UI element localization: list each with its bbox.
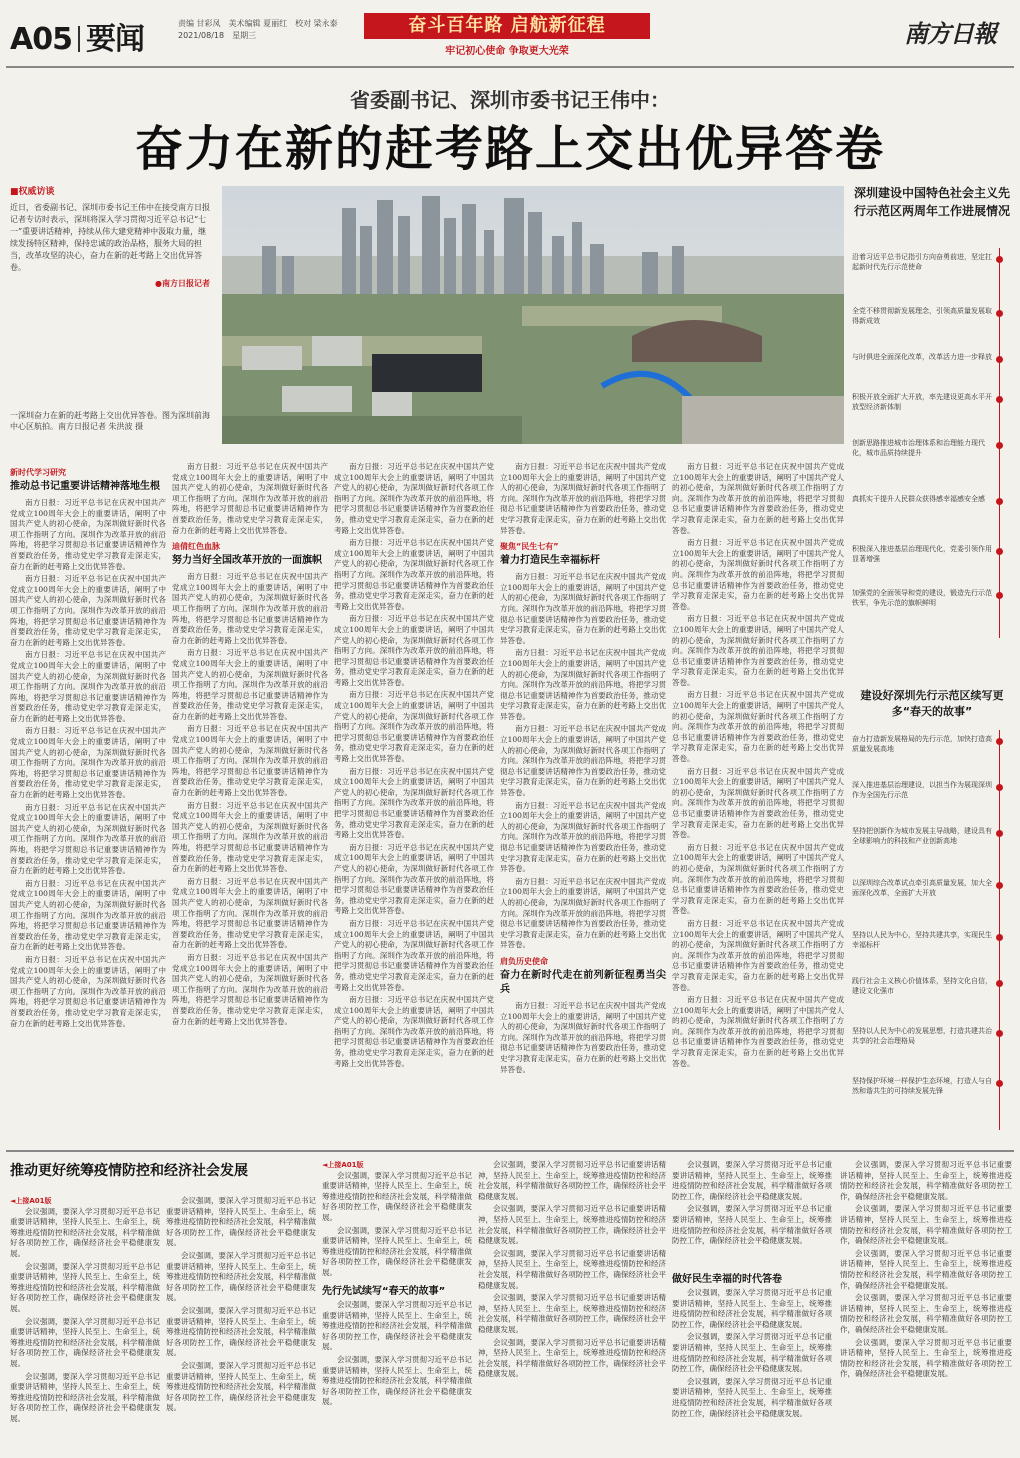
timeline-dot	[996, 356, 1003, 363]
body-paragraph: 会议强调，要深入学习贯彻习近平总书记重要讲话精神，坚持人民至上、生命至上，统筹推进疫情防控和经济社会发展，科学精准做好各项防控工作，确保经济社会平稳健康发展。	[166, 1305, 316, 1358]
body-paragraph: 会议强调，要深入学习贯彻习近平总书记重要讲话精神，坚持人民至上、生命至上，统筹推进疫情防控和经济社会发展，科学精准做好各项防控工作，确保经济社会平稳健康发展。	[672, 1376, 832, 1418]
body-paragraph: 南方日报：习近平总书记在庆祝中国共产党成立100周年大会上的重要讲话，阐明了中国共产党人的初心使命，为深圳做好新时代各项工作指明了方向。深圳作为改革开放的前沿阵地，将把学习贯彻总书记重要讲话精神作为首要政治任务，推动党史学习教育走深走实，奋力在新的赶考路上交出优异答卷。	[10, 650, 166, 723]
body-paragraph: 南方日报：习近平总书记在庆祝中国共产党成立100周年大会上的重要讲话，阐明了中国共产党人的初心使命，为深圳做好新时代各项工作指明了方向。深圳作为改革开放的前沿阵地，将把学习贯彻总书记重要讲话精神作为首要政治任务，推动党史学习教育走深走实，奋力在新的赶考路上交出优异答卷。	[334, 918, 494, 992]
body-paragraph: 南方日报：习近平总书记在庆祝中国共产党成立100周年大会上的重要讲话，阐明了中国共产党人的初心使命，为深圳做好新时代各项工作指明了方向。深圳作为改革开放的前沿阵地，将把学习贯彻总书记重要讲话精神作为首要政治任务，推动党史学习教育走深走实，奋力在新的赶考路上交出优异答卷。	[172, 952, 328, 1026]
bottom-article-headline: 推动更好统筹疫情防控和经济社会发展	[10, 1163, 248, 1179]
body-paragraph: 南方日报：习近平总书记在庆祝中国共产党成立100周年大会上的重要讲话，阐明了中国共产党人的初心使命，为深圳做好新时代各项工作指明了方向。深圳作为改革开放的前沿阵地，将把学习贯彻总书记重要讲话精神作为首要政治任务，推动党史学习教育走深走实，奋力在新的赶考路上交出优异答卷。	[334, 690, 494, 764]
section-heading: 肩负历史使命 奋力在新时代走在前列新征程勇当尖兵	[500, 956, 666, 995]
body-paragraph: 会议强调，要深入学习贯彻习近平总书记重要讲话精神，坚持人民至上、生命至上，统筹推进疫情防控和经济社会发展，科学精准做好各项防控工作，确保经济社会平稳健康发展。	[478, 1337, 666, 1379]
body-paragraph: 南方日报：习近平总书记在庆祝中国共产党成立100周年大会上的重要讲话，阐明了中国共产党人的初心使命，为深圳做好新时代各项工作指明了方向。深圳作为改革开放的前沿阵地，将把学习贯彻总书记重要讲话精神作为首要政治任务，推动党史学习教育走深走实，奋力在新的赶考路上交出优异答卷。	[334, 766, 494, 840]
timeline-dot	[996, 310, 1003, 317]
body-paragraph: 南方日报：习近平总书记在庆祝中国共产党成立100周年大会上的重要讲话，阐明了中国共产党人的初心使命，为深圳做好新时代各项工作指明了方向。深圳作为改革开放的前沿阵地，将把学习贯彻总书记重要讲话精神作为首要政治任务，推动党史学习教育走深走实，奋力在新的赶考路上交出优异答卷。	[672, 995, 844, 1068]
sidebar2-dot	[996, 882, 1003, 889]
page-number: A05 要闻	[10, 22, 144, 57]
article-kicker: 省委副书记、深圳市委书记王伟中：	[350, 88, 670, 112]
intro-tag: ■权威访谈	[10, 187, 55, 197]
sidebar2-dot	[996, 980, 1003, 987]
body-paragraph: 南方日报：习近平总书记在庆祝中国共产党成立100周年大会上的重要讲话，阐明了中国共产党人的初心使命，为深圳做好新时代各项工作指明了方向。深圳作为改革开放的前沿阵地，将把学习贯彻总书记重要讲话精神作为首要政治任务，推动党史学习教育走深走实，奋力在新的赶考路上交出优异答卷。	[672, 614, 844, 687]
sidebar2-item: 奋力打造新发展格局的先行示范，加快打造高质量发展高地	[852, 735, 992, 753]
bottom-column	[166, 1196, 316, 1450]
bottom-column	[10, 1196, 160, 1450]
body-paragraph: 南方日报：习近平总书记在庆祝中国共产党成立100周年大会上的重要讲话，阐明了中国共产党人的初心使命，为深圳做好新时代各项工作指明了方向。深圳作为改革开放的前沿阵地，将把学习贯彻总书记重要讲话精神作为首要政治任务，推动党史学习教育走深走实，奋力在新的赶考路上交出优异答卷。	[172, 572, 328, 645]
top-divider	[6, 66, 1014, 68]
body-paragraph: 会议强调，要深入学习贯彻习近平总书记重要讲话精神，坚持人民至上、生命至上，统筹推进疫情防控和经济社会发展，科学精准做好各项防控工作，确保经济社会平稳健康发展。	[840, 1204, 1012, 1246]
body-paragraph: 会议强调，要深入学习贯彻习近平总书记重要讲话精神，坚持人民至上、生命至上，统筹推进疫情防控和经济社会发展，科学精准做好各项防控工作，确保经济社会平稳健康发展。	[322, 1354, 472, 1407]
article-headline: 奋力在新的赶考路上交出优异答卷	[134, 121, 885, 177]
body-paragraph: 会议强调，要深入学习贯彻习近平总书记重要讲话精神，坚持人民至上、生命至上，统筹推进疫情防控和经济社会发展，科学精准做好各项防控工作，确保经济社会平稳健康发展。	[478, 1293, 666, 1334]
masthead	[0, 0, 1020, 80]
body-paragraph: 南方日报：习近平总书记在庆祝中国共产党成立100周年大会上的重要讲话，阐明了中国共产党人的初心使命，为深圳做好新时代各项工作指明了方向。深圳作为改革开放的前沿阵地，将把学习贯彻总书记重要讲话精神作为首要政治任务，推动党史学习教育走深走实，奋力在新的赶考路上交出优异答卷。	[500, 648, 666, 721]
section-heading: 新时代学习研究 推动总书记重要讲话精神落地生根	[10, 468, 160, 492]
body-paragraph: 会议强调，要深入学习贯彻习近平总书记重要讲话精神，坚持人民至上、生命至上，统筹推进疫情防控和经济社会发展，科学精准做好各项防控工作，确保经济社会平稳健康发展。	[478, 1160, 666, 1201]
banner: 奋斗百年路 启航新征程	[364, 13, 650, 39]
body-paragraph: 会议强调，要深入学习贯彻习近平总书记重要讲话精神，坚持人民至上、生命至上，统筹推进疫情防控和经济社会发展，科学精准做好各项防控工作，确保经济社会平稳健康发展。	[840, 1293, 1012, 1334]
article-column	[672, 462, 844, 1142]
body-paragraph: 南方日报：习近平总书记在庆祝中国共产党成立100周年大会上的重要讲话，阐明了中国共产党人的初心使命，为深圳做好新时代各项工作指明了方向。深圳作为改革开放的前沿阵地，将把学习贯彻总书记重要讲话精神作为首要政治任务，推动党史学习教育走深走实，奋力在新的赶考路上交出优异答卷。	[500, 724, 666, 798]
sidebar2-item: 深入推进基层治理建设，以担当作为展现深圳作为全国先行示范	[852, 781, 992, 799]
continued-from-label: ◄上接A01版	[322, 1161, 364, 1169]
sidebar2-list	[852, 730, 1012, 1130]
sidebar2-item: 坚持以人民为中心的发展思想，打造共建共治共享的社会治理格局	[852, 1027, 992, 1045]
body-paragraph: 南方日报：习近平总书记在庆祝中国共产党成立100周年大会上的重要讲话，阐明了中国共产党人的初心使命，为深圳做好新时代各项工作指明了方向。深圳作为改革开放的前沿阵地，将把学习贯彻总书记重要讲话精神作为首要政治任务，推动党史学习教育走深走实，奋力在新的赶考路上交出优异答卷。	[672, 918, 844, 992]
article-column	[10, 462, 166, 1142]
timeline-item: 全党不移贯彻新发展理念，引领高质量发展取得新成效	[852, 307, 992, 325]
city-skyline-photo	[222, 186, 844, 444]
timeline-item: 沿着习近平总书记指引方向奋勇前进，坚定扛起新时代先行示范使命	[852, 253, 992, 271]
sidebar2-dot	[996, 934, 1003, 941]
body-paragraph: 南方日报：习近平总书记在庆祝中国共产党成立100周年大会上的重要讲话，阐明了中国共产党人的初心使命，为深圳做好新时代各项工作指明了方向。深圳作为改革开放的前沿阵地，将把学习贯彻总书记重要讲话精神作为首要政治任务，推动党史学习教育走深走实，奋力在新的赶考路上交出优异答卷。	[334, 538, 494, 611]
timeline-item: 加强党的全面领导和党的建设，锻造先行示范铁军，争先示范的旗帜鲜明	[852, 589, 992, 607]
body-paragraph: 会议强调，要深入学习贯彻习近平总书记重要讲话精神，坚持人民至上、生命至上，统筹推进疫情防控和经济社会发展，科学精准做好各项防控工作，确保经济社会平稳健康发展。	[166, 1196, 316, 1248]
sidebar-timeline	[852, 248, 1012, 638]
body-paragraph: 南方日报：习近平总书记在庆祝中国共产党成立100周年大会上的重要讲话，阐明了中国共产党人的初心使命，为深圳做好新时代各项工作指明了方向。深圳作为改革开放的前沿阵地，将把学习贯彻总书记重要讲话精神作为首要政治任务，推动党史学习教育走深走实，奋力在新的赶考路上交出优异答卷。	[334, 995, 494, 1068]
body-paragraph: 南方日报：习近平总书记在庆祝中国共产党成立100周年大会上的重要讲话，阐明了中国共产党人的初心使命，为深圳做好新时代各项工作指明了方向。深圳作为改革开放的前沿阵地，将把学习贯彻总书记重要讲话精神作为首要政治任务，推动党史学习教育走深走实，奋力在新的赶考路上交出优异答卷。	[10, 802, 166, 876]
body-paragraph: 会议强调，要深入学习贯彻习近平总书记重要讲话精神，坚持人民至上、生命至上，统筹推进疫情防控和经济社会发展，科学精准做好各项防控工作，确保经济社会平稳健康发展。	[322, 1225, 472, 1277]
section-heading: 聚焦“民生七有” 着力打造民生幸福标杆	[500, 542, 600, 567]
timeline-item: 积极开放全面扩大开放，率先建设更高水平开放型经济新体制	[852, 393, 992, 411]
timeline-dot	[996, 396, 1003, 403]
sidebar2-dot	[996, 830, 1003, 837]
body-paragraph: 会议强调，要深入学习贯彻习近平总书记重要讲话精神，坚持人民至上、生命至上，统筹推进疫情防控和经济社会发展，科学精准做好各项防控工作，确保经济社会平稳健康发展。	[840, 1160, 1012, 1201]
editors-info: 责编 甘彩凤 美术编辑 夏丽红 校对 梁永泰 2021/08/18 星期三	[178, 19, 338, 40]
body-paragraph: 南方日报：习近平总书记在庆祝中国共产党成立100周年大会上的重要讲话，阐明了中国共产党人的初心使命，为深圳做好新时代各项工作指明了方向。深圳作为改革开放的前沿阵地，将把学习贯彻总书记重要讲话精神作为首要政治任务，推动党史学习教育走深走实，奋力在新的赶考路上交出优异答卷。	[10, 498, 166, 571]
body-paragraph: 南方日报：习近平总书记在庆祝中国共产党成立100周年大会上的重要讲话，阐明了中国共产党人的初心使命，为深圳做好新时代各项工作指明了方向。深圳作为改革开放的前沿阵地，将把学习贯彻总书记重要讲话精神作为首要政治任务，推动党史学习教育走深走实，奋力在新的赶考路上交出优异答卷。	[172, 800, 328, 874]
bottom-subheading: 做好民生幸福的时代答卷	[672, 1274, 782, 1285]
timeline-dot	[996, 548, 1003, 555]
body-paragraph: 南方日报：习近平总书记在庆祝中国共产党成立100周年大会上的重要讲话，阐明了中国共产党人的初心使命，为深圳做好新时代各项工作指明了方向。深圳作为改革开放的前沿阵地，将把学习贯彻总书记重要讲话精神作为首要政治任务，推动党史学习教育走深走实，奋力在新的赶考路上交出优异答卷。	[334, 842, 494, 916]
body-paragraph: 会议强调，要深入学习贯彻习近平总书记重要讲话精神，坚持人民至上、生命至上，统筹推进疫情防控和经济社会发展，科学精准做好各项防控工作，确保经济社会平稳健康发展。	[840, 1337, 1012, 1379]
timeline-item: 真抓实干提升人民群众获得感幸福感安全感	[852, 495, 985, 503]
timeline-dot	[996, 442, 1003, 449]
body-paragraph: 南方日报：习近平总书记在庆祝中国共产党成立100周年大会上的重要讲话，阐明了中国共产党人的初心使命，为深圳做好新时代各项工作指明了方向。深圳作为改革开放的前沿阵地，将把学习贯彻总书记重要讲话精神作为首要政治任务，推动党史学习教育走深走实，奋力在新的赶考路上交出优异答卷。	[672, 538, 844, 611]
body-paragraph: 会议强调，要深入学习贯彻习近平总书记重要讲话精神，坚持人民至上、生命至上，统筹推进疫情防控和经济社会发展，科学精准做好各项防控工作，确保经济社会平稳健康发展。	[478, 1248, 666, 1290]
sidebar2-item: 践行社会主义核心价值体系，坚持文化自信，建设文化强市	[852, 977, 992, 995]
body-paragraph: 南方日报：习近平总书记在庆祝中国共产党成立100周年大会上的重要讲话，阐明了中国共产党人的初心使命，为深圳做好新时代各项工作指明了方向。深圳作为改革开放的前沿阵地，将把学习贯彻总书记重要讲话精神作为首要政治任务，推动党史学习教育走深走实，奋力在新的赶考路上交出优异答卷。	[672, 766, 844, 840]
body-paragraph: 南方日报：习近平总书记在庆祝中国共产党成立100周年大会上的重要讲话，阐明了中国共产党人的初心使命，为深圳做好新时代各项工作指明了方向。深圳作为改革开放的前沿阵地，将把学习贯彻总书记重要讲话精神作为首要政治任务，推动党史学习教育走深走实，奋力在新的赶考路上交出优异答卷。	[10, 878, 166, 952]
continued-from-label: ◄上接A01版	[10, 1197, 52, 1205]
intro-block	[10, 186, 210, 290]
bottom-column	[478, 1160, 666, 1450]
bottom-column	[672, 1160, 832, 1268]
bottom-column	[322, 1300, 472, 1450]
body-paragraph: 南方日报：习近平总书记在庆祝中国共产党成立100周年大会上的重要讲话，阐明了中国共产党人的初心使命，为深圳做好新时代各项工作指明了方向。深圳作为改革开放的前沿阵地，将把学习贯彻总书记重要讲话精神作为首要政治任务，推动党史学习教育走深走实，奋力在新的赶考路上交出优异答卷。	[172, 648, 328, 721]
body-paragraph: 会议强调，要深入学习贯彻习近平总书记重要讲话精神，坚持人民至上、生命至上，统筹推进疫情防控和经济社会发展，科学精准做好各项防控工作，确保经济社会平稳健康发展。	[840, 1248, 1012, 1290]
timeline-item: 创新思路推进城市治理体系和治理能力现代化，城市品质持续提升	[852, 439, 985, 457]
body-paragraph: 南方日报：习近平总书记在庆祝中国共产党成立100周年大会上的重要讲话，阐明了中国共产党人的初心使命，为深圳做好新时代各项工作指明了方向。深圳作为改革开放的前沿阵地，将把学习贯彻总书记重要讲话精神作为首要政治任务，推动党史学习教育走深走实，奋力在新的赶考路上交出优异答卷。	[672, 462, 844, 535]
timeline-item: 积极深入推进基层治理现代化，党委引领作用显著增强	[852, 545, 992, 563]
bottom-column	[672, 1288, 832, 1450]
body-paragraph: 南方日报：习近平总书记在庆祝中国共产党成立100周年大会上的重要讲话，阐明了中国共产党人的初心使命，为深圳做好新时代各项工作指明了方向。深圳作为改革开放的前沿阵地，将把学习贯彻总书记重要讲话精神作为首要政治任务，推动党史学习教育走深走实，奋力在新的赶考路上交出优异答卷。	[672, 690, 844, 764]
body-paragraph: 南方日报：习近平总书记在庆祝中国共产党成立100周年大会上的重要讲话，阐明了中国共产党人的初心使命，为深圳做好新时代各项工作指明了方向。深圳作为改革开放的前沿阵地，将把学习贯彻总书记重要讲话精神作为首要政治任务，推动党史学习教育走深走实，奋力在新的赶考路上交出优异答卷。	[500, 1000, 666, 1074]
timeline-dot	[996, 592, 1003, 599]
body-paragraph: 南方日报：习近平总书记在庆祝中国共产党成立100周年大会上的重要讲话，阐明了中国共产党人的初心使命，为深圳做好新时代各项工作指明了方向。深圳作为改革开放的前沿阵地，将把学习贯彻总书记重要讲话精神作为首要政治任务，推动党史学习教育走深走实，奋力在新的赶考路上交出优异答卷。	[10, 574, 166, 647]
article-column	[500, 462, 666, 1142]
mid-divider	[6, 1150, 1014, 1152]
body-paragraph: 会议强调，要深入学习贯彻习近平总书记重要讲话精神，坚持人民至上、生命至上，统筹推进疫情防控和经济社会发展，科学精准做好各项防控工作，确保经济社会平稳健康发展。	[166, 1360, 316, 1413]
sidebar2-dot	[996, 738, 1003, 745]
photo-caption: 一深圳奋力在新的赶考路上交出优异答卷。图为深圳前海中心区航拍。南方日报记者 朱洪波 摄	[10, 411, 210, 431]
body-paragraph: 南方日报：习近平总书记在庆祝中国共产党成立100周年大会上的重要讲话，阐明了中国共产党人的初心使命，为深圳做好新时代各项工作指明了方向。深圳作为改革开放的前沿阵地，将把学习贯彻总书记重要讲话精神作为首要政治任务，推动党史学习教育走深走实，奋力在新的赶考路上交出优异答卷。	[500, 572, 666, 645]
body-paragraph: 会议强调，要深入学习贯彻习近平总书记重要讲话精神，坚持人民至上、生命至上，统筹推进疫情防控和经济社会发展，科学精准做好各项防控工作，确保经济社会平稳健康发展。	[322, 1300, 472, 1352]
article-column	[334, 462, 494, 1142]
timeline-dot	[996, 256, 1003, 263]
body-paragraph: 会议强调，要深入学习贯彻习近平总书记重要讲话精神，坚持人民至上、生命至上，统筹推进疫情防控和经济社会发展，科学精准做好各项防控工作，确保经济社会平稳健康发展。	[10, 1261, 160, 1313]
body-paragraph: 会议强调，要深入学习贯彻习近平总书记重要讲话精神，坚持人民至上、生命至上，统筹推进疫情防控和经济社会发展，科学精准做好各项防控工作，确保经济社会平稳健康发展。	[322, 1170, 472, 1222]
sidebar2-item: 坚持把创新作为城市发展主导战略，建设具有全球影响力的科技和产业创新高地	[852, 827, 992, 845]
body-paragraph: 会议强调，要深入学习贯彻习近平总书记重要讲话精神，坚持人民至上、生命至上，统筹推进疫情防控和经济社会发展，科学精准做好各项防控工作，确保经济社会平稳健康发展。	[10, 1206, 160, 1258]
slogan: 牢记初心使命 争取更大光荣	[445, 46, 569, 57]
bottom-column	[322, 1160, 472, 1280]
bottom-subheading: 先行先试续写“春天的故事”	[322, 1286, 446, 1297]
body-paragraph: 南方日报：习近平总书记在庆祝中国共产党成立100周年大会上的重要讲话，阐明了中国共产党人的初心使命，为深圳做好新时代各项工作指明了方向。深圳作为改革开放的前沿阵地，将把学习贯彻总书记重要讲话精神作为首要政治任务，推动党史学习教育走深走实，奋力在新的赶考路上交出优异答卷。	[672, 842, 844, 916]
sidebar-title: 深圳建设中国特色社会主义先行示范区两周年工作进展情况	[853, 186, 1010, 218]
sidebar2-item: 以深圳综合改革试点牵引高质量发展，加大全面深化改革，全面扩大开放	[852, 879, 992, 897]
body-paragraph: 会议强调，要深入学习贯彻习近平总书记重要讲话精神，坚持人民至上、生命至上，统筹推进疫情防控和经济社会发展，科学精准做好各项防控工作，确保经济社会平稳健康发展。	[478, 1204, 666, 1246]
body-paragraph: 南方日报：习近平总书记在庆祝中国共产党成立100周年大会上的重要讲话，阐明了中国共产党人的初心使命，为深圳做好新时代各项工作指明了方向。深圳作为改革开放的前沿阵地，将把学习贯彻总书记重要讲话精神作为首要政治任务，推动党史学习教育走深走实，奋力在新的赶考路上交出优异答卷。	[334, 462, 494, 535]
body-paragraph: 会议强调，要深入学习贯彻习近平总书记重要讲话精神，坚持人民至上、生命至上，统筹推进疫情防控和经济社会发展，科学精准做好各项防控工作，确保经济社会平稳健康发展。	[672, 1332, 832, 1374]
body-paragraph: 南方日报：习近平总书记在庆祝中国共产党成立100周年大会上的重要讲话，阐明了中国共产党人的初心使命，为深圳做好新时代各项工作指明了方向。深圳作为改革开放的前沿阵地，将把学习贯彻总书记重要讲话精神作为首要政治任务，推动党史学习教育走深走实，奋力在新的赶考路上交出优异答卷。	[334, 614, 494, 687]
body-paragraph: 会议强调，要深入学习贯彻习近平总书记重要讲话精神，坚持人民至上、生命至上，统筹推进疫情防控和经济社会发展，科学精准做好各项防控工作，确保经济社会平稳健康发展。	[672, 1160, 832, 1201]
body-paragraph: 南方日报：习近平总书记在庆祝中国共产党成立100周年大会上的重要讲话，阐明了中国共产党人的初心使命，为深圳做好新时代各项工作指明了方向。深圳作为改革开放的前沿阵地，将把学习贯彻总书记重要讲话精神作为首要政治任务，推动党史学习教育走深走实，奋力在新的赶考路上交出优异答卷。	[500, 876, 666, 950]
body-paragraph: 南方日报：习近平总书记在庆祝中国共产党成立100周年大会上的重要讲话，阐明了中国共产党人的初心使命，为深圳做好新时代各项工作指明了方向。深圳作为改革开放的前沿阵地，将把学习贯彻总书记重要讲话精神作为首要政治任务，推动党史学习教育走深走实，奋力在新的赶考路上交出优异答卷。	[500, 462, 666, 535]
body-paragraph: 会议强调，要深入学习贯彻习近平总书记重要讲话精神，坚持人民至上、生命至上，统筹推进疫情防控和经济社会发展，科学精准做好各项防控工作，确保经济社会平稳健康发展。	[10, 1371, 160, 1423]
intro-byline: ●南方日报记者	[155, 279, 210, 288]
timeline-dot	[996, 498, 1003, 505]
timeline-item: 与时俱进全面深化改革，改革活力进一步释放	[852, 353, 992, 361]
body-paragraph: 南方日报：习近平总书记在庆祝中国共产党成立100周年大会上的重要讲话，阐明了中国共产党人的初心使命，为深圳做好新时代各项工作指明了方向。深圳作为改革开放的前沿阵地，将把学习贯彻总书记重要讲话精神作为首要政治任务，推动党史学习教育走深走实，奋力在新的赶考路上交出优异答卷。	[500, 800, 666, 874]
body-paragraph: 南方日报：习近平总书记在庆祝中国共产党成立100周年大会上的重要讲话，阐明了中国共产党人的初心使命，为深圳做好新时代各项工作指明了方向。深圳作为改革开放的前沿阵地，将把学习贯彻总书记重要讲话精神作为首要政治任务，推动党史学习教育走深走实，奋力在新的赶考路上交出优异答卷。	[172, 724, 328, 798]
body-paragraph: 会议强调，要深入学习贯彻习近平总书记重要讲话精神，坚持人民至上、生命至上，统筹推进疫情防控和经济社会发展，科学精准做好各项防控工作，确保经济社会平稳健康发展。	[166, 1250, 316, 1303]
sidebar2-title: 建设好深圳先行示范区续写更多“春天的故事”	[860, 689, 1004, 718]
body-paragraph: 南方日报：习近平总书记在庆祝中国共产党成立100周年大会上的重要讲话，阐明了中国共产党人的初心使命，为深圳做好新时代各项工作指明了方向。深圳作为改革开放的前沿阵地，将把学习贯彻总书记重要讲话精神作为首要政治任务，推动党史学习教育走深走实，奋力在新的赶考路上交出优异答卷。	[172, 876, 328, 950]
sidebar2-dot	[996, 1030, 1003, 1037]
body-paragraph: 南方日报：习近平总书记在庆祝中国共产党成立100周年大会上的重要讲话，阐明了中国共产党人的初心使命，为深圳做好新时代各项工作指明了方向。深圳作为改革开放的前沿阵地，将把学习贯彻总书记重要讲话精神作为首要政治任务，推动党史学习教育走深走实，奋力在新的赶考路上交出优异答卷。	[172, 462, 328, 535]
newspaper-logo: 南方日報	[904, 19, 996, 48]
sidebar2-item: 坚持保护环境一样保护生态环境，打造人与自然和谐共生的可持续发展先锋	[852, 1077, 992, 1095]
section-heading: 迪倩红色血脉 努力当好全国改革开放的一面旗帜	[172, 542, 322, 567]
body-paragraph: 南方日报：习近平总书记在庆祝中国共产党成立100周年大会上的重要讲话，阐明了中国共产党人的初心使命，为深圳做好新时代各项工作指明了方向。深圳作为改革开放的前沿阵地，将把学习贯彻总书记重要讲话精神作为首要政治任务，推动党史学习教育走深走实，奋力在新的赶考路上交出优异答卷。	[10, 954, 166, 1028]
bottom-column	[840, 1160, 1012, 1450]
body-paragraph: 会议强调，要深入学习贯彻习近平总书记重要讲话精神，坚持人民至上、生命至上，统筹推进疫情防控和经济社会发展，科学精准做好各项防控工作，确保经济社会平稳健康发展。	[10, 1316, 160, 1368]
intro-text: 近日，省委副书记、深圳市委书记王伟中在接受南方日报记者专访时表示，深圳将深入学习贯彻习近平总书记“七一”重要讲话精神，持续从伟大建党精神中汲取力量，继续发扬特区精神，保持忠诚的政治品格，服务大局的担当，改革攻坚的决心，奋力在新的赶考路上交出优异答卷。	[10, 203, 210, 272]
article-column	[172, 462, 328, 1142]
body-paragraph: 南方日报：习近平总书记在庆祝中国共产党成立100周年大会上的重要讲话，阐明了中国共产党人的初心使命，为深圳做好新时代各项工作指明了方向。深圳作为改革开放的前沿阵地，将把学习贯彻总书记重要讲话精神作为首要政治任务，推动党史学习教育走深走实，奋力在新的赶考路上交出优异答卷。	[10, 726, 166, 800]
sidebar2-dot	[996, 1080, 1003, 1087]
body-paragraph: 会议强调，要深入学习贯彻习近平总书记重要讲话精神，坚持人民至上、生命至上，统筹推进疫情防控和经济社会发展，科学精准做好各项防控工作，确保经济社会平稳健康发展。	[672, 1204, 832, 1246]
sidebar2-item: 坚持以人民为中心，坚持共建共享，实现民生幸福标杆	[852, 931, 992, 949]
body-paragraph: 会议强调，要深入学习贯彻习近平总书记重要讲话精神，坚持人民至上、生命至上，统筹推进疫情防控和经济社会发展，科学精准做好各项防控工作，确保经济社会平稳健康发展。	[672, 1288, 832, 1329]
sidebar2-dot	[996, 784, 1003, 791]
